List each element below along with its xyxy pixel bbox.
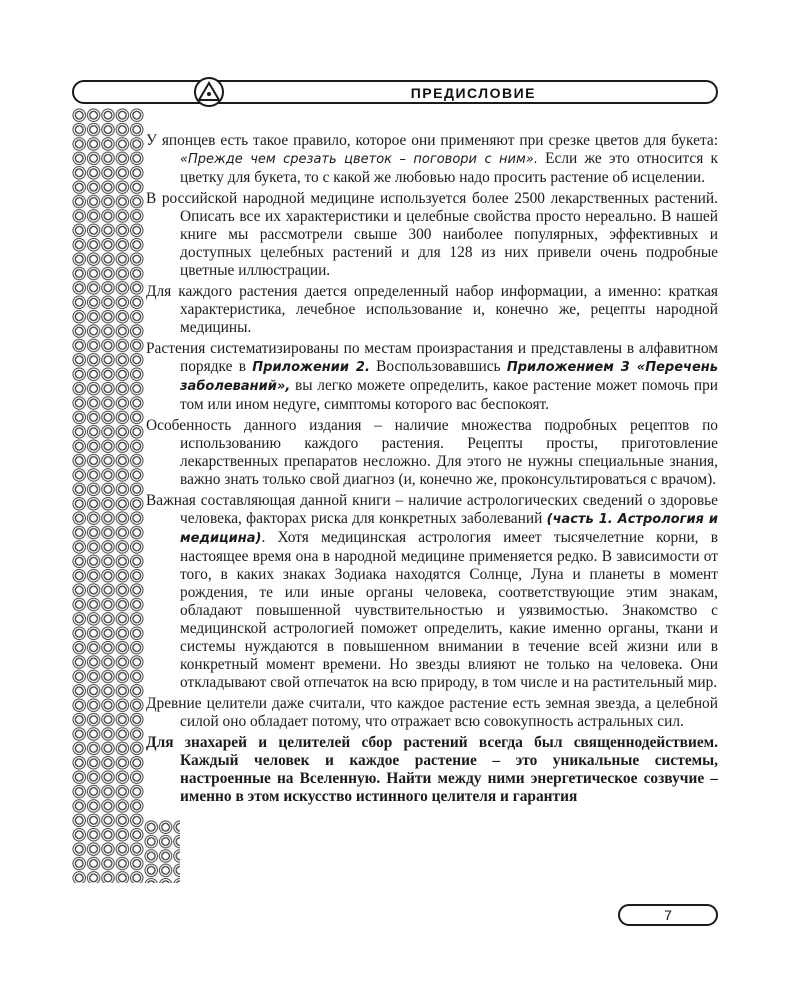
- paragraph: В российской народной медицине используется более 2500 лекарственных растений. Описать все их характеристики и целебные свойства просто нереально. В нашей книге мы рассмотрели свыше 300 наиболее популярных, эффективных и доступных целебных растений и для 128 из них привели очень подробные цветные иллюстрации.: [146, 190, 718, 279]
- paragraph: Особенность данного издания – наличие множества подробных рецептов по использованию каждого растения. Рецепты просты, приготовление лекарственных препаратов несложно. Для этого не нужны специальные знания, важно знать только свой диагноз (и, конечно же, проконсультироваться с врачом).: [146, 417, 718, 488]
- triangle-emblem-icon: [194, 77, 224, 107]
- paragraph: Растения систематизированы по местам произрастания и представлены в алфавитном порядке в Приложении 2. Воспользовавшись Приложением 3 «Перечень заболеваний», вы легко можете определить, какое растение может помочь при том или ином недуге, симптомы которого вас беспокоят.: [146, 340, 719, 413]
- paragraph: Для каждого растения дается определенный набор информации, а именно: краткая характеристика, лечебное использование и, конечно же, рецепты народной медицины.: [146, 283, 718, 336]
- decorative-circle-pattern: [72, 108, 144, 883]
- paragraph: Важная составляющая данной книги – наличие астрологических сведений о здоровье человека, факторах риска для конкретных заболеваний (часть 1. Астрология и медицина). Хотя медицинская астрология имеет тысячелетние корни, в настоящее время она в народной медицине применяется редко. В зависимости от того, в каких знаках Зодиака находятся Солнце, Луна и планеты в момент рождения, те или иные органы человека, соответствующие этим знакам, обладают повышенной чувствительностью и уязвимостью. Знакомство с медицинской астрологией поможет определить, какие именно органы, ткани и системы нуждаются в повышенном внимании в течение всей жизни или в конкретный момент времени. Но звезды влияют не только на человека. Они откладывают свой отпечаток на всю природу, в том числе и на растительный мир.: [146, 492, 718, 691]
- appendix-3-reference: Приложением 3 «Перечень заболеваний»,: [180, 360, 719, 394]
- appendix-2-reference: Приложении 2.: [252, 360, 370, 375]
- paragraph-bold: Для знахарей и целителей сбор растений всегда был священнодействием. Каждый человек и каждое растение – это уникальные системы, настроенные на Вселенную. Найти между ними энергетическое созвучие – именно в этом искусство истинного целителя и гарантия: [146, 734, 718, 805]
- paragraph: У японцев есть такое правило, которое они применяют при срезке цветов для букета: «Прежде чем срезать цветок – поговори с ним». Если же это относится к цветку для букета, то с какой же любовью надо просить растение об исцелении.: [146, 132, 718, 186]
- page-number: 7: [618, 904, 718, 926]
- decorative-circle-pattern-bottom: [144, 820, 180, 883]
- japanese-saying-quote: «Прежде чем срезать цветок – поговори с ним».: [180, 152, 538, 167]
- chapter-header-bar: [72, 80, 718, 104]
- preface-body: [146, 132, 718, 809]
- part-1-reference: (часть 1. Астрология и медицина): [180, 512, 718, 546]
- paragraph: Древние целители даже считали, что каждое растение есть земная звезда, а целебной силой оно обладает потому, что отражает всю совокупность астральных сил.: [146, 695, 718, 730]
- chapter-title: ПРЕДИСЛОВИЕ: [410, 85, 536, 101]
